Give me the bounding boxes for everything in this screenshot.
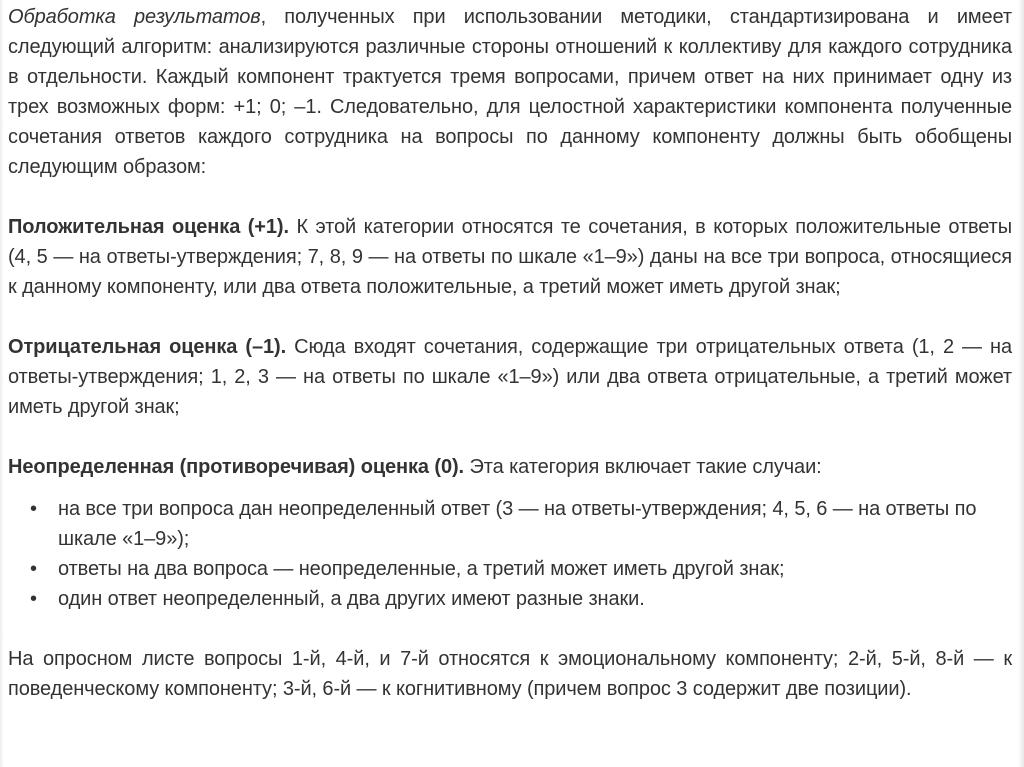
- intro-italic-lead: Обработка результатов: [8, 6, 261, 28]
- list-item-text: на все три вопроса дан неопределенный ответ (3 — на ответы-утверждения; 4, 5, 6 — на ответы по шкале «1–9»);: [58, 498, 977, 550]
- intro-paragraph: [8, 2, 1012, 182]
- list-item: [8, 494, 1012, 554]
- list-item-text: ответы на два вопроса — неопределенные, а третий может иметь другой знак;: [58, 558, 785, 580]
- neutral-cases-list: [8, 494, 1012, 614]
- bullet-icon: •: [30, 498, 37, 520]
- bullet-icon: •: [30, 588, 37, 610]
- negative-text: Сюда входят сочетания, содержащие три отрицательных ответа (1, 2 — на ответы-утверждения; 1, 2, 3 — на ответы по шкале «1–9») или два ответа отрицательные, а третий может иметь другой знак;: [8, 336, 1012, 418]
- intro-text: , полученных при использовании методики, стандартизирована и имеет следующий алгоритм: анализируются различные стороны отношений к коллективу для каждого сотрудника в отдельности. Каждый компонент трактуется тремя вопросами, причем ответ на них принимает одну из трех возможных форм: +1; 0; –1. Следовательно, для целостной характеристики компонента полученные сочетания ответов каждого сотрудника на вопросы по данному компоненту должны быть обобщены следующим образом:: [8, 6, 1012, 178]
- negative-heading: Отрицательная оценка (–1).: [8, 336, 287, 358]
- neutral-text: Эта категория включает такие случаи:: [464, 456, 822, 478]
- positive-paragraph: [8, 212, 1012, 302]
- positive-heading: Положительная оценка (+1).: [8, 216, 289, 238]
- positive-text: К этой категории относятся те сочетания, в которых положительные ответы (4, 5 — на ответы-утверждения; 7, 8, 9 — на ответы по шкале «1–9») даны на все три вопроса, относящиеся к данному компоненту, или два ответа положительные, а третий может иметь другой знак;: [8, 216, 1013, 298]
- list-item-text: один ответ неопределенный, а два других имеют разные знаки.: [58, 588, 645, 610]
- neutral-heading: Неопределенная (противоречивая) оценка (0).: [8, 456, 465, 478]
- list-item: [8, 584, 1012, 614]
- document-page: [6, 0, 1018, 767]
- negative-paragraph: [8, 332, 1012, 422]
- bullet-icon: •: [30, 558, 37, 580]
- list-item: [8, 554, 1012, 584]
- page-edge-left: [0, 0, 4, 767]
- neutral-paragraph: [8, 452, 1012, 482]
- conclusion-paragraph: На опросном листе вопросы 1-й, 4-й, и 7-й относятся к эмоциональному компоненту; 2-й, 5-й, 8-й — к поведенческому компоненту; 3-й, 6-й — к когнитивному (причем вопрос 3 содержит две позиции).: [8, 648, 1012, 700]
- page-edge-right: [1018, 0, 1024, 767]
